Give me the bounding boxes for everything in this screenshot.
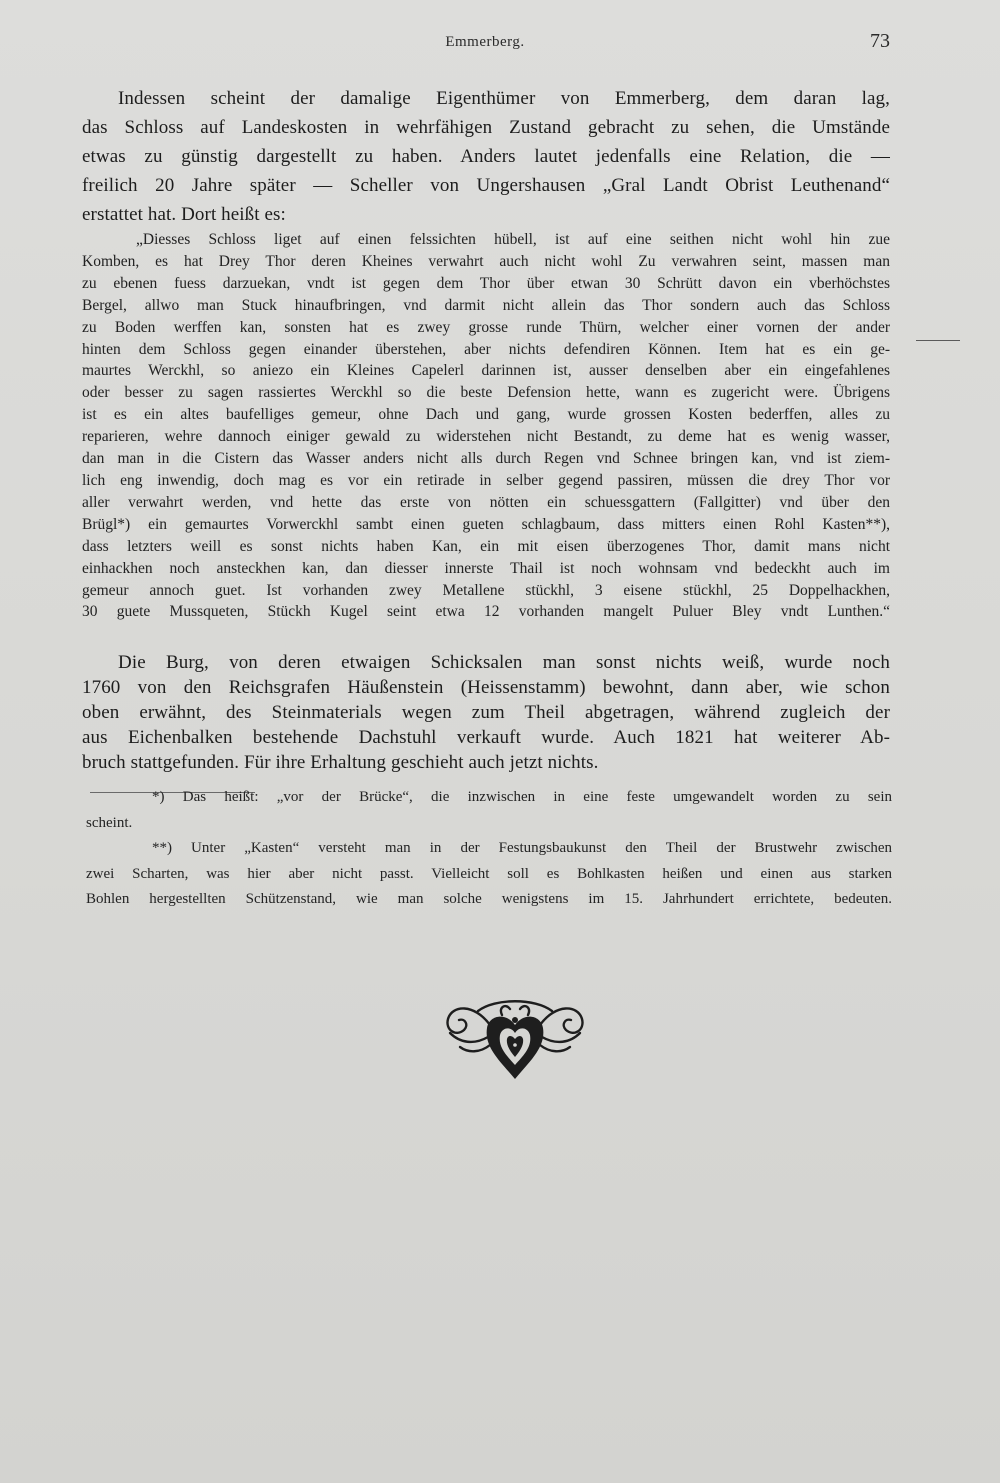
quote-line: Bergel, allwo man Stuck hinaufbringen, vnd darmit nicht allein das Thor sondern auch das Schloss — [82, 296, 890, 314]
paragraph-2 — [82, 650, 890, 775]
footnote-2-line: Bohlen hergestellten Schützenstand, wie man solche wenigstens im 15. Jahrhundert errichtete, bedeuten. — [86, 891, 892, 907]
quote-line: „Diesses Schloss liget auf einen felssichten hübell, ist auf eine seithen nicht wohl hin zue — [136, 231, 890, 248]
paragraph-2-line: Die Burg, von deren etwaigen Schicksalen man sonst nichts weiß, wurde noch — [118, 652, 890, 673]
paragraph-1-line: Indessen scheint der damalige Eigenthümer von Emmerberg, dem daran lag, — [118, 88, 890, 109]
quote-line: 30 guete Mussqueten, Stückh Kugel seint etwa 12 vorhanden mangelt Puluer Bley vndt Lunthen.“ — [82, 603, 890, 621]
quote-line: gemeur annoch guet. Ist vorhanden zwey Metallene stückhl, 3 eisene stückhl, 25 Doppelhackhen, — [82, 581, 890, 599]
paragraph-1-line: freilich 20 Jahre später — Scheller von Ungershausen „Gral Landt Obrist Leuthenand“ — [82, 175, 890, 196]
quote-line: zu ebenen fuess darzuekan, vndt ist gegen dem Thor über etwan 30 Schrütt davon ein vberhöchstes — [82, 274, 890, 292]
paragraph-1-line: das Schloss auf Landeskosten in wehrfähigen Zustand gebracht zu sehen, die Umstände — [82, 117, 890, 138]
quote-line: Komben, es hat Drey Thor deren Kheines verwahrt auch nicht wohl Zu verwahren seint, massen man — [82, 252, 890, 270]
footnote-2-line: **) Unter „Kasten“ versteht man in der Festungsbaukunst den Theil der Brustwehr zwischen — [152, 840, 892, 856]
footnotes — [86, 785, 892, 913]
quote-line: Brügl*) ein gemaurtes Vorwerckhl sambt einen gueten schlagbaum, dass mitters einen Rohl Kasten**), — [82, 515, 890, 533]
paragraph-2-line: oben erwähnt, des Steinmaterials wegen zum Theil abgetragen, während zugleich der — [82, 702, 890, 723]
quote-line: hinten dem Schloss gegen einander überstehen, aber nichts defendiren Können. Item hat es ein ge- — [82, 340, 890, 358]
paragraph-1 — [82, 84, 890, 229]
paragraph-1-line: etwas zu günstig dargestellt zu haben. Anders lautet jedenfalls eine Relation, die — — [82, 146, 890, 167]
paragraph-1-line: erstattet hat. Dort heißt es: — [82, 204, 286, 225]
paragraph-2-line: bruch stattgefunden. Für ihre Erhaltung geschieht auch jetzt nichts. — [82, 752, 599, 773]
quote-line: oder besser zu sagen rassiertes Werckhl so die beste Defension hette, wann es zugericht were. Übrigens — [82, 384, 890, 402]
quote-line: zu Boden werffen kan, sonsten hat es zwey grosse runde Thürn, welcher einer vornen der ander — [82, 318, 890, 336]
quote-line: dan man in die Cistern das Wasser anders nicht alls durch Regen vnd Schnee bringen kan, vnd ist ziem- — [82, 450, 890, 468]
quote-line: einhackhen noch ansteckhen kan, dan diesser innerste Thail ist noch wohnsam vnd bedeckht auch im — [82, 559, 890, 577]
page-number: 73 — [870, 30, 890, 52]
footnote-2-line: zwei Scharten, was hier aber nicht passt. Vielleicht soll es Bohlkasten heißen und einen aus starken — [86, 865, 892, 882]
quote-line: ist es ein altes baufelliges gemeur, ohne Dach und gang, wurde grossen Kosten bederffen, alles zu — [82, 406, 890, 424]
quoted-relation — [82, 229, 890, 623]
quote-line: dass letzters weill es sonst nichts haben Kan, ein mit eisen überzogenes Thor, damit mans nicht — [82, 537, 890, 555]
ornament-flourish-icon — [440, 995, 590, 1081]
footnote-1-line: *) Das heißt: „vor der Brücke“, die inzwischen in eine feste umgewandelt worden zu sein — [152, 789, 892, 805]
quote-line: maurtes Werckhl, so aniezo ein Kleines Capelerl darinnen ist, ausser denselben aber ein eingefahlenes — [82, 362, 890, 380]
running-title: Emmerberg. — [445, 34, 525, 50]
quote-line: reparieren, wehre dannoch einiger gewald zu widerstehen nicht Bestandt, zu deme hat es wenig wasser, — [82, 428, 890, 446]
margin-mark — [916, 340, 960, 341]
paragraph-2-line: 1760 von den Reichsgrafen Häußenstein (Heissenstamm) bewohnt, dann aber, wie schon — [82, 677, 890, 698]
paragraph-2-line: aus Eichenbalken bestehende Dachstuhl verkauft wurde. Auch 1821 hat weiterer Ab- — [82, 727, 890, 748]
footnote-1-line: scheint. — [86, 814, 133, 831]
quote-line: lich eng inwendig, doch mag es vor ein retirade in selber gegend passiren, müssen die drey Thor vor — [82, 471, 890, 489]
quote-line: aller verwahrt werden, vnd hette das erste von nötten ein schuessgattern (Fallgitter) vnd über den — [82, 493, 890, 511]
